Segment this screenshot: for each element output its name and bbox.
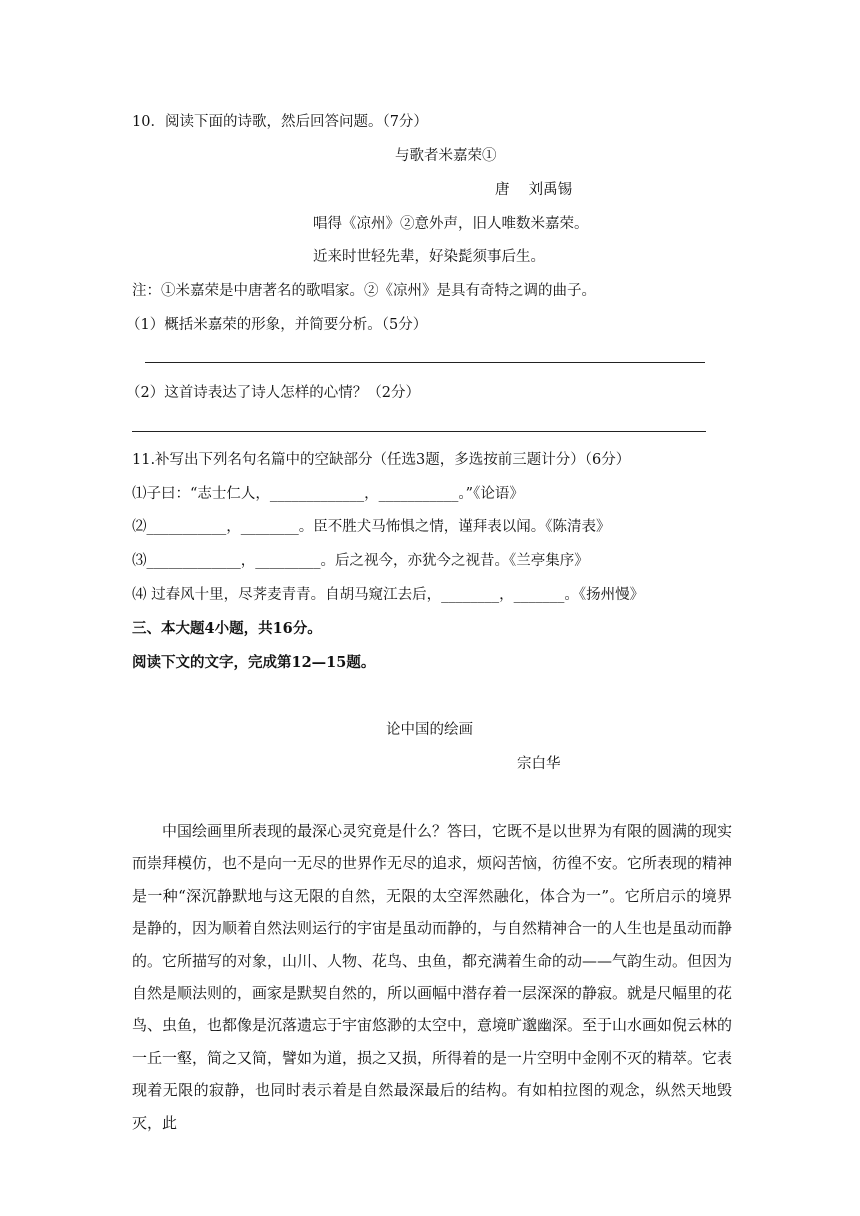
article-title: 论中国的绘画 [386,722,473,738]
poem-note: 注：①米嘉荣是中唐著名的歌唱家。②《凉州》是具有奇特之调的曲子。 [132,283,596,299]
q10-header: 10．阅读下面的诗歌，然后回答问题。（7分） [132,114,428,130]
article-body: 中国绘画里所表现的最深心灵究竟是什么？答曰，它既不是以世界为有限的圆满的现实而崇拜模仿，也不是向一无尽的世界作无尽的追求，烦闷苦恼，彷徨不安。它所表现的精神是一种“深沉静默地与这无限的自然，无限的太空浑然融化，体合为一”。它所启示的境界是静的，因为顺着自然法则运行的宇宙是虽动而静的，与自然精神合一的人生也是虽动而静的。它所描写的对象，山川、人物、花鸟、虫鱼，都充满着生命的动——气韵生动。但因为自然是顺法则的，画家是默契自然的，所以画幅中潜存着一层深深的静寂。就是尺幅里的花鸟、虫鱼，也都像是沉落遗忘于宇宙悠渺的太空中，意境旷邈幽深。至于山水画如倪云林的一丘一壑，简之又简，譬如为道，损之又损，所得着的是一片空明中金刚不灭的精萃。它表现着无限的寂静，也同时表示着是自然最深最后的结构。有如柏拉图的观念，纵然天地毁灭，此 [132,822,733,1132]
q11-item-3: ⑶_____________，_________。后之视今，亦犹今之视昔。《兰亭集序》 [132,553,589,569]
poem-line-1: 唱得《凉州》②意外声，旧人唯数米嘉荣。 [313,216,589,232]
answer-line-2 [132,431,706,432]
article-author: 宗白华 [517,756,561,772]
section-3-header: 三、本大题4小题，共16分。 [132,620,322,637]
q11-header: 11.补写出下列名句名篇中的空缺部分（任选3题，多选按前三题计分）（6分） [132,452,631,468]
q10-sub1: （1）概括米嘉荣的形象，并简要分析。（5分） [126,317,428,333]
poem-author: 唐 刘禹锡 [495,182,573,198]
q11-item-2: ⑵___________，________。臣不胜犬马怖惧之情，谨拜表以闻。《陈清表》 [132,519,611,535]
q11-item-1: ⑴子曰：“志士仁人，_____________，___________。”《论语》 [132,486,524,502]
section-3-instruction: 阅读下文的文字，完成第12—15题。 [132,654,376,671]
answer-line-1 [145,362,705,363]
q10-sub2: （2）这首诗表达了诗人怎样的心情？（2分） [126,385,420,401]
poem-line-2: 近来时世轻先辈，好染髭须事后生。 [313,249,545,265]
q11-item-4: ⑷ 过春风十里，尽荠麦青青。自胡马窥江去后，________，_______。《扬州慢》 [132,587,645,603]
poem-title: 与歌者米嘉荣① [395,148,497,164]
